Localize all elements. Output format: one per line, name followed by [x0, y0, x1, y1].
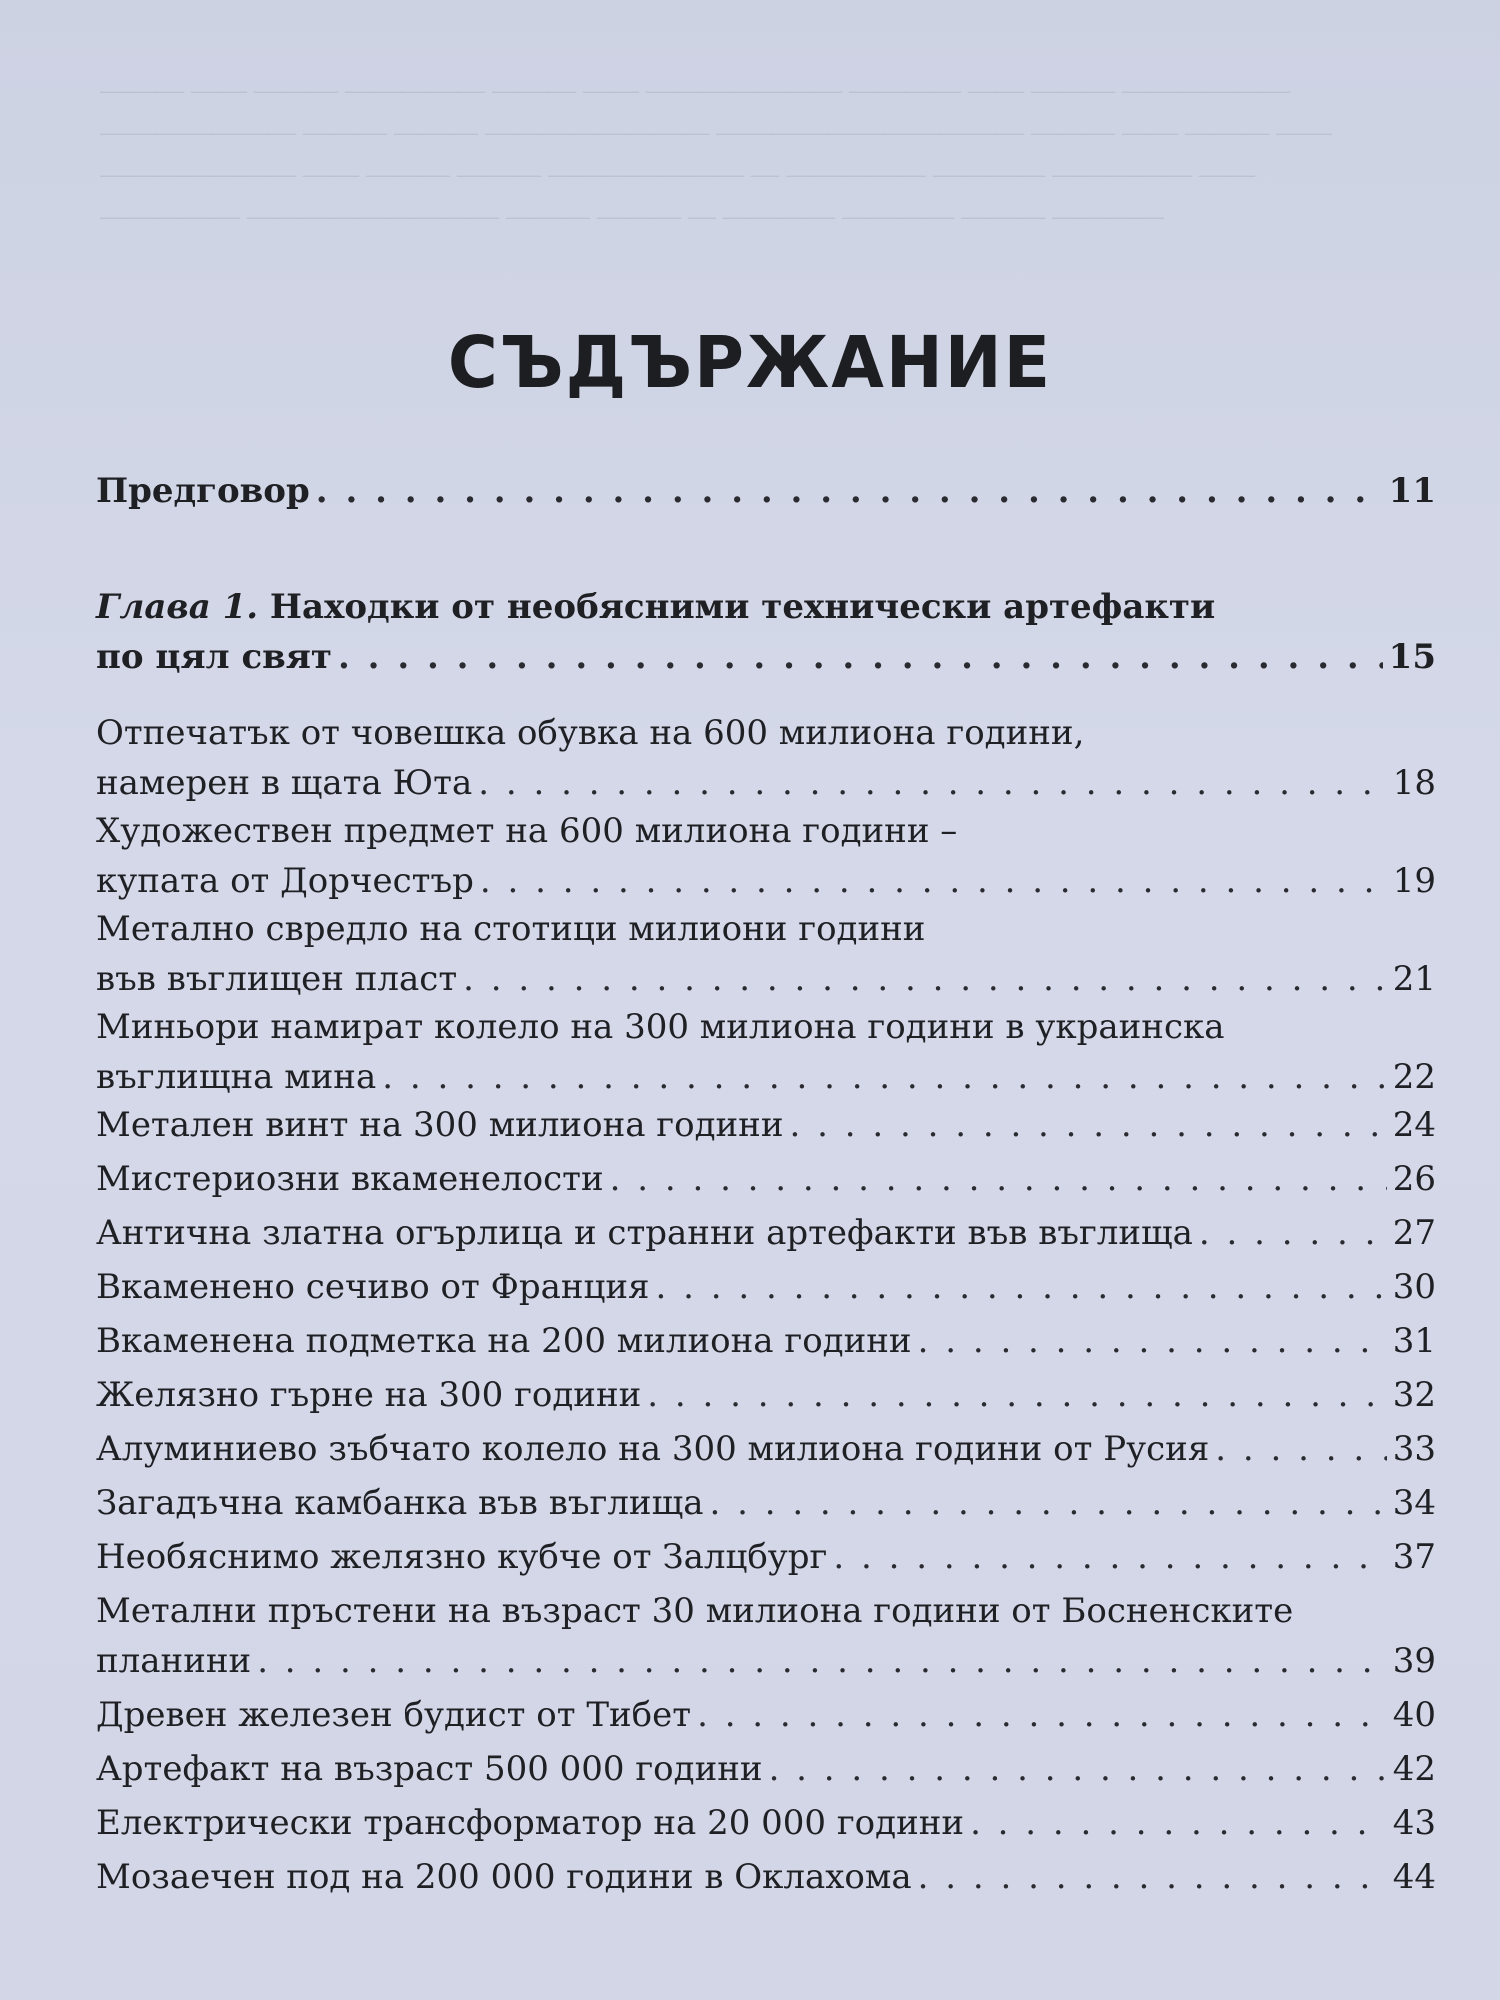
- toc-page-number: 19: [1392, 861, 1436, 901]
- toc-entry[interactable]: [96, 1744, 1436, 1794]
- leader-dots: [1215, 1424, 1386, 1474]
- toc-entry-title: Предговор: [96, 471, 310, 511]
- toc-page-number: 34: [1392, 1483, 1436, 1523]
- toc-entry-title-line1: Отпечатък от човешка обувка на 600 милиона години,: [96, 713, 1085, 753]
- toc-page-number: 44: [1392, 1857, 1436, 1897]
- chapter-label: Глава 1.: [96, 587, 259, 627]
- toc-page-number: 30: [1392, 1267, 1436, 1307]
- toc-page-number: 21: [1392, 959, 1436, 999]
- toc-entry[interactable]: [96, 1532, 1436, 1582]
- toc-entry-title: планини: [96, 1641, 252, 1681]
- leader-dots: [790, 1100, 1387, 1150]
- toc-entry-title: Алуминиево зъбчато колело на 300 милиона години от Русия: [96, 1429, 1210, 1469]
- toc-entry[interactable]: [96, 1798, 1436, 1848]
- leader-dots: [257, 1636, 1387, 1686]
- leader-dots: [918, 1852, 1387, 1902]
- leader-dots: [918, 1316, 1387, 1366]
- leader-dots: [647, 1370, 1386, 1420]
- toc-entry-title: Желязно гърне на 300 години: [96, 1375, 642, 1415]
- show-through-text: ——————— —— ——— ——— ——————— — ————— ———— ————— ——: [100, 159, 1255, 190]
- toc-entry[interactable]: [96, 1424, 1436, 1474]
- toc-entry-title: Антична златна огърлица и странни артефакти във въглища: [96, 1213, 1193, 1253]
- leader-dots: [656, 1262, 1387, 1312]
- leader-dots: [1199, 1208, 1387, 1258]
- toc-page-number: 33: [1392, 1429, 1436, 1469]
- toc-page-number: 26: [1392, 1159, 1436, 1199]
- toc-entry-title: Метален винт на 300 милиона години: [96, 1105, 784, 1145]
- leader-dots: [697, 1690, 1387, 1740]
- leader-dots: [709, 1478, 1386, 1528]
- toc-page-number: 32: [1392, 1375, 1436, 1415]
- toc-entry[interactable]: [96, 1262, 1436, 1312]
- toc-entry[interactable]: [96, 904, 1436, 1004]
- toc-entry[interactable]: [96, 1208, 1436, 1258]
- toc-entry-title: по цял свят: [96, 637, 332, 677]
- toc-entry[interactable]: [96, 1478, 1436, 1528]
- leader-dots: [463, 954, 1387, 1004]
- toc-page-number: 42: [1392, 1749, 1436, 1789]
- toc-page-number: 18: [1392, 763, 1436, 803]
- toc-entry-title: Древен железен будист от Тибет: [96, 1695, 692, 1735]
- leader-dots: [382, 1052, 1387, 1102]
- toc-entry-title-line1: Находки от необясними технически артефакти: [258, 587, 1216, 627]
- toc-page-number: 43: [1392, 1803, 1436, 1843]
- toc-page-number: 31: [1392, 1321, 1436, 1361]
- toc-entry[interactable]: [96, 806, 1436, 906]
- toc-entry-title: Артефакт на възраст 500 000 години: [96, 1749, 763, 1789]
- toc-page-number: 40: [1392, 1695, 1436, 1735]
- toc-entry-title: Мистериозни вкаменелости: [96, 1159, 604, 1199]
- toc-entry-title-line1: Художествен предмет на 600 милиона години –: [96, 811, 958, 851]
- leader-dots: [970, 1798, 1387, 1848]
- toc-page-number: 11: [1388, 471, 1436, 511]
- leader-dots: [338, 632, 1383, 682]
- toc-entry[interactable]: [96, 1852, 1436, 1902]
- show-through-text: ——————— ——— ——— ———————— ——————————— ——— —— ——— ——: [100, 117, 1332, 148]
- leader-dots: [478, 758, 1387, 808]
- toc-entry[interactable]: [96, 1316, 1436, 1366]
- toc-entry-title: Електрически трансформатор на 20 000 години: [96, 1803, 965, 1843]
- toc-page-number: 39: [1392, 1641, 1436, 1681]
- page-title: СЪДЪРЖАНИЕ: [447, 321, 1053, 405]
- toc-entry-title: купата от Дорчестър: [96, 861, 474, 901]
- show-through-text: ——— —— ——— ————— ——— —— ——————— ———— —— ——— ——————: [100, 75, 1290, 106]
- leader-dots: [769, 1744, 1387, 1794]
- toc-entry-title-line1: Миньори намират колело на 300 милиона години в украинска: [96, 1007, 1225, 1047]
- toc-entry[interactable]: [96, 708, 1436, 808]
- toc-entry-title: Вкаменено сечиво от Франция: [96, 1267, 650, 1307]
- toc-entry-title-line1: Метални пръстени на възраст 30 милиона години от Босненските: [96, 1591, 1294, 1631]
- toc-entry[interactable]: [96, 1586, 1436, 1686]
- toc-page-number: 24: [1392, 1105, 1436, 1145]
- toc-page-number: 27: [1392, 1213, 1436, 1253]
- toc-entry-title: въглищна мина: [96, 1057, 377, 1097]
- toc-entry-title: Загадъчна камбанка във въглища: [96, 1483, 704, 1523]
- toc-entry-preface[interactable]: [96, 466, 1436, 516]
- show-through-text: ————— ————————— ——— ——— — ———— ———— ——— ————: [100, 201, 1164, 232]
- toc-entry[interactable]: [96, 1002, 1436, 1102]
- leader-dots: [316, 466, 1383, 516]
- toc-entry-title: във въглищен пласт: [96, 959, 458, 999]
- toc-entry-chapter-1[interactable]: [96, 582, 1436, 682]
- toc-entry-title: намерен в щата Юта: [96, 763, 473, 803]
- toc-entry-title: Мозаечен под на 200 000 години в Оклахома: [96, 1857, 912, 1897]
- toc-entry[interactable]: [96, 1100, 1436, 1150]
- toc-entry-title: Необяснимо желязно кубче от Залцбург: [96, 1537, 828, 1577]
- toc-entry-title: Вкаменена подметка на 200 милиона години: [96, 1321, 912, 1361]
- toc-entry-title-line1: Метално свредло на стотици милиони години: [96, 909, 926, 949]
- toc-page-number: 22: [1392, 1057, 1436, 1097]
- toc-entry[interactable]: [96, 1370, 1436, 1420]
- toc-page-number: 15: [1388, 637, 1436, 677]
- toc-entry[interactable]: [96, 1690, 1436, 1740]
- toc-page-number: 37: [1392, 1537, 1436, 1577]
- leader-dots: [480, 856, 1387, 906]
- leader-dots: [610, 1154, 1387, 1204]
- leader-dots: [833, 1532, 1386, 1582]
- toc-entry[interactable]: [96, 1154, 1436, 1204]
